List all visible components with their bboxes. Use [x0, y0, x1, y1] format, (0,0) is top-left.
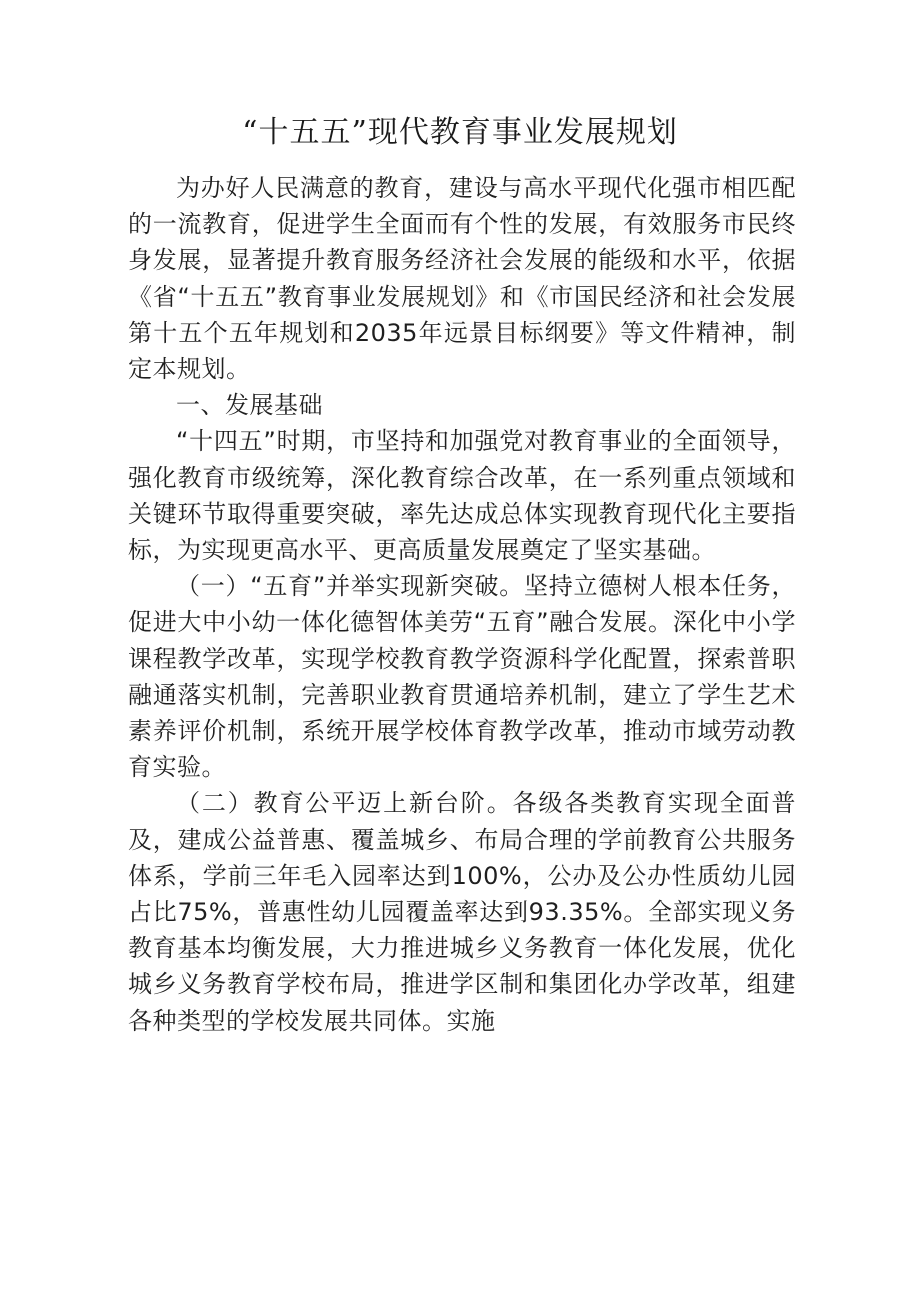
- five-education-paragraph: （一）“五育”并举实现新突破。坚持立德树人根本任务，促进大中小幼一体化德智体美劳“五育”融合发展。深化中小学课程教学改革，实现学校教育教学资源科学化配置，探索普职融通落实机制，完善职业教育贯通培养机制，建立了学生艺术素养评价机制，系统开展学校体育教学改革，推动市域劳动教育实验。: [128, 572, 796, 782]
- document-body: [128, 170, 796, 1039]
- foundation-paragraph: “十四五”时期，市坚持和加强党对教育事业的全面领导，强化教育市级统筹，深化教育综合改革，在一系列重点领域和关键环节取得重要突破，率先达成总体实现教育现代化主要指标，为实现更高水平、更高质量发展奠定了坚实基础。: [128, 427, 796, 565]
- intro-paragraph: 为办好人民满意的教育，建设与高水平现代化强市相匹配的一流教育，促进学生全面而有个性的发展，有效服务市民终身发展，显著提升教育服务经济社会发展的能级和水平，依据《省“十五五”教育事业发展规划》和《市国民经济和社会发展第十五个五年规划和2035年远景目标纲要》等文件精神，制定本规划。: [128, 174, 796, 384]
- section-heading-foundation: 一、发展基础: [176, 391, 323, 420]
- document-title: “十五五”现代教育事业发展规划: [242, 115, 678, 150]
- education-equity-paragraph: （二）教育公平迈上新台阶。各级各类教育实现全面普及，建成公益普惠、覆盖城乡、布局合理的学前教育公共服务体系，学前三年毛入园率达到100%，公办及公办性质幼儿园占比75%，普惠性幼儿园覆盖率达到93.35%。全部实现义务教育基本均衡发展，大力推进城乡义务教育一体化发展，优化城乡义务教育学校布局，推进学区制和集团化办学改革，组建各种类型的学校发展共同体。实施: [128, 789, 796, 1035]
